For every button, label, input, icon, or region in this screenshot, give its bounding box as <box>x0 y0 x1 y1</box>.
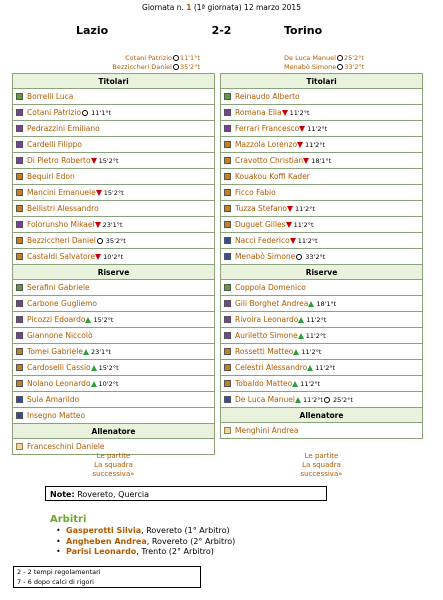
player-cell <box>13 105 215 121</box>
sub-out-icon <box>297 142 303 148</box>
player-name[interactable]: Bezziccheri Daniel <box>27 236 96 245</box>
table-row <box>13 360 215 376</box>
event-time: 11'2°t <box>307 125 328 133</box>
role-c-icon <box>16 189 23 196</box>
goal-icon <box>82 110 88 116</box>
list-item <box>66 526 235 537</box>
sub-in-icon <box>85 317 91 323</box>
role-c-icon <box>16 173 23 180</box>
table-row <box>13 296 215 312</box>
section-row <box>13 265 215 280</box>
role-c-icon <box>16 205 23 212</box>
goal-icon <box>337 55 343 61</box>
role-d-icon <box>16 221 23 228</box>
home-matches-link[interactable]: Le partite <box>96 452 131 460</box>
event-time: 18'1°t <box>316 300 337 308</box>
table-row <box>221 201 423 217</box>
event-time: 15'2°t <box>103 189 124 197</box>
away-next-link[interactable]: successiva» <box>300 470 343 478</box>
player-name[interactable]: Cardoselli Cassio <box>27 363 91 372</box>
sub-in-icon <box>307 365 313 371</box>
role-c-icon <box>224 364 231 371</box>
role-c-icon <box>16 380 23 387</box>
player-name[interactable]: Sula Amarildo <box>27 395 80 404</box>
section-titolari: Titolari <box>13 74 215 89</box>
player-cell <box>13 201 215 217</box>
list-item <box>66 547 235 558</box>
scorer-name[interactable]: De Luca Manuel <box>284 54 336 62</box>
role-c-icon <box>16 237 23 244</box>
section-row <box>221 408 423 423</box>
referee-detail: , Rovereto (1° Arbitro) <box>141 526 230 535</box>
player-name[interactable]: Mancini Emanuele <box>27 188 96 197</box>
table-row <box>13 312 215 328</box>
player-cell <box>13 328 215 344</box>
event-time: 11'2°t <box>294 205 315 213</box>
role-a-icon <box>224 253 231 260</box>
player-name[interactable]: Nacci Federico <box>235 236 290 245</box>
player-cell <box>221 280 423 296</box>
scorer-time: 25'2°t <box>343 54 364 62</box>
table-row <box>13 169 215 185</box>
event-time: 15'2°t <box>98 364 119 372</box>
player-name[interactable]: Pedrazzini Emiliano <box>27 124 100 133</box>
player-name[interactable]: Franceschini Daniele <box>27 442 105 451</box>
player-cell <box>221 249 423 265</box>
table-row <box>221 280 423 296</box>
table-row <box>13 408 215 424</box>
role-d-icon <box>16 157 23 164</box>
scorer-line <box>284 54 434 63</box>
table-row <box>13 105 215 121</box>
player-name[interactable]: Folorunsho Mikael <box>27 220 95 229</box>
player-name[interactable]: Kouakou Koffi Kader <box>235 172 310 181</box>
player-cell <box>13 137 215 153</box>
table-row <box>221 392 423 408</box>
event-time: 23'1°t <box>102 221 123 229</box>
away-team-name[interactable]: Torino <box>284 24 323 37</box>
event-time: 11'2°t <box>293 221 314 229</box>
player-name[interactable]: Tomei Gabriele <box>27 347 83 356</box>
table-row <box>221 328 423 344</box>
table-row <box>221 233 423 249</box>
player-name[interactable]: Cravotto Christian <box>235 156 304 165</box>
sub-out-icon <box>95 222 101 228</box>
role-d-icon <box>16 109 23 116</box>
goal-icon <box>97 238 103 244</box>
player-name[interactable]: Insegno Matteo <box>27 411 86 420</box>
note-label: Note: <box>50 490 75 499</box>
legend-line-2: 7 - 6 dopo calci di rigori <box>17 578 94 586</box>
goal-icon <box>324 397 330 403</box>
sub-out-icon <box>282 110 288 116</box>
event-time: 15'2°t <box>93 316 114 324</box>
note-text: Rovereto, Quercia <box>77 490 150 499</box>
sub-in-icon <box>292 381 298 387</box>
player-name[interactable]: Reinaudo Alberto <box>235 92 300 101</box>
player-cell <box>13 280 215 296</box>
goal-icon <box>337 64 343 70</box>
player-name[interactable]: Bequiri Edon <box>27 172 75 181</box>
scorer-time: 35'2°t <box>180 63 200 71</box>
role-p-icon <box>16 93 23 100</box>
player-name[interactable]: Mazzola Lorenzo <box>235 140 298 149</box>
player-name[interactable]: Gili Borghet Andrea <box>235 299 309 308</box>
player-cell <box>221 105 423 121</box>
player-cell <box>221 312 423 328</box>
away-scorers <box>284 54 434 72</box>
player-cell <box>13 408 215 424</box>
sub-in-icon <box>91 381 97 387</box>
player-cell <box>13 296 215 312</box>
table-row <box>13 153 215 169</box>
player-name[interactable]: Menghini Andrea <box>235 426 299 435</box>
event-time: 10'2°t <box>103 253 124 261</box>
role-a-icon <box>16 412 23 419</box>
referee-detail: , Trento (2° Arbitro) <box>136 547 214 556</box>
scorer-line <box>284 63 434 72</box>
player-cell <box>221 137 423 153</box>
player-cell <box>13 392 215 408</box>
event-time: 11'2°t <box>306 316 327 324</box>
event-time: 23'1°t <box>90 348 111 356</box>
player-cell <box>221 344 423 360</box>
player-name[interactable]: Duguet Gilles <box>235 220 286 229</box>
role-m-icon <box>16 443 23 450</box>
player-cell <box>221 121 423 137</box>
sub-out-icon <box>299 126 305 132</box>
role-c-icon <box>224 173 231 180</box>
player-name[interactable]: Giannone Niccolò <box>27 331 93 340</box>
sub-in-icon <box>295 397 301 403</box>
event-time: 15'2°t <box>98 157 119 165</box>
table-row <box>13 201 215 217</box>
player-name[interactable]: Tobaldo Matteo <box>235 379 293 388</box>
home-team-name[interactable]: Lazio <box>76 24 109 37</box>
table-row <box>221 376 423 392</box>
arbitri-title: Arbitri <box>50 514 87 525</box>
role-c-icon <box>224 205 231 212</box>
player-name[interactable]: Ficco Fabio <box>235 188 276 197</box>
table-row <box>13 249 215 265</box>
role-d-icon <box>224 332 231 339</box>
player-name[interactable]: Cotani Patrizio <box>27 108 82 117</box>
table-row <box>221 105 423 121</box>
role-d-icon <box>16 141 23 148</box>
player-cell <box>221 217 423 233</box>
player-name[interactable]: Bellistri Alessandro <box>27 204 99 213</box>
round-link[interactable]: 1 <box>186 3 192 12</box>
role-p-icon <box>16 284 23 291</box>
event-time: 25'2°t <box>332 396 353 404</box>
role-c-icon <box>224 221 231 228</box>
scorer-name[interactable]: Menabò Simone <box>284 63 337 71</box>
player-cell <box>221 423 423 439</box>
table-row <box>221 169 423 185</box>
sub-out-icon <box>286 222 292 228</box>
player-cell <box>221 392 423 408</box>
sub-in-icon <box>83 349 89 355</box>
role-p-icon <box>224 284 231 291</box>
table-row <box>221 121 423 137</box>
player-name[interactable]: Celestri Alessandro <box>235 363 308 372</box>
table-row <box>221 360 423 376</box>
role-c-icon <box>16 364 23 371</box>
section-row <box>13 74 215 89</box>
referee-name[interactable]: Parisi Leonardo <box>66 547 137 556</box>
table-row <box>221 249 423 265</box>
section-allenatore: Allenatore <box>221 408 423 423</box>
player-cell <box>13 249 215 265</box>
scorer-line <box>40 63 200 72</box>
role-c-icon <box>224 189 231 196</box>
scorer-name[interactable]: Cotani Patrizio <box>125 54 172 62</box>
role-c-icon <box>16 348 23 355</box>
player-cell <box>13 312 215 328</box>
role-c-icon <box>224 380 231 387</box>
player-cell <box>221 328 423 344</box>
role-d-icon <box>16 332 23 339</box>
section-allenatore: Allenatore <box>13 424 215 439</box>
player-name[interactable]: Di Pietro Roberto <box>27 156 91 165</box>
player-cell <box>13 233 215 249</box>
event-time: 33'2°t <box>305 253 326 261</box>
event-time: 11'2°t <box>297 237 318 245</box>
note-box <box>45 486 327 501</box>
table-row <box>221 153 423 169</box>
event-time: 11'2°t <box>305 141 326 149</box>
sub-out-icon <box>287 206 293 212</box>
role-d-icon <box>224 316 231 323</box>
home-scorers <box>40 54 200 72</box>
player-cell <box>13 217 215 233</box>
sub-out-icon <box>95 254 101 260</box>
scorer-name[interactable]: Bezziccheri Daniel <box>112 63 172 71</box>
table-row <box>13 185 215 201</box>
referee-name[interactable]: Gasperotti Silvia <box>66 526 142 535</box>
player-cell <box>13 360 215 376</box>
player-cell <box>221 169 423 185</box>
table-row <box>221 423 423 439</box>
role-d-icon <box>16 300 23 307</box>
player-name[interactable]: Nolano Leonardo <box>27 379 91 388</box>
event-time: 10'2°t <box>98 380 119 388</box>
table-row <box>13 280 215 296</box>
event-time: 11'2°t <box>301 348 322 356</box>
player-cell <box>221 185 423 201</box>
role-m-icon <box>224 427 231 434</box>
table-row <box>221 137 423 153</box>
table-row <box>221 344 423 360</box>
scorer-time: 11'1°t <box>180 54 200 62</box>
section-row <box>221 265 423 280</box>
sub-out-icon <box>290 238 296 244</box>
role-p-icon <box>224 93 231 100</box>
away-links <box>220 452 423 479</box>
sub-in-icon <box>91 365 97 371</box>
sub-out-icon <box>303 158 309 164</box>
player-cell <box>13 169 215 185</box>
home-team-link[interactable]: La squadra <box>94 461 133 469</box>
away-lineup <box>220 73 423 439</box>
player-cell <box>221 89 423 105</box>
player-cell <box>221 296 423 312</box>
event-time: 11'2°t <box>289 109 310 117</box>
role-a-icon <box>224 237 231 244</box>
table-row <box>221 296 423 312</box>
player-cell <box>13 376 215 392</box>
event-time: 35'2°t <box>105 237 126 245</box>
player-name[interactable]: Tuzza Stefano <box>235 204 287 213</box>
player-name[interactable]: Menabò Simone <box>235 252 296 261</box>
table-row <box>221 89 423 105</box>
scorer-line <box>40 54 200 63</box>
referee-name[interactable]: Angheben Andrea <box>66 536 147 546</box>
table-row <box>13 344 215 360</box>
event-time: 11'2°t <box>305 332 326 340</box>
section-row <box>221 74 423 89</box>
match-score: 2-2 <box>211 24 232 37</box>
home-next-link[interactable]: successiva» <box>92 470 135 478</box>
home-links <box>12 452 215 479</box>
scorer-time: 33'2°t <box>344 63 365 71</box>
sub-in-icon <box>293 349 299 355</box>
player-cell <box>221 233 423 249</box>
player-name[interactable]: Rivoira Leonardo <box>235 315 299 324</box>
list-item <box>66 537 235 548</box>
player-cell <box>13 344 215 360</box>
role-a-icon <box>224 396 231 403</box>
role-c-icon <box>224 141 231 148</box>
table-row <box>13 376 215 392</box>
sub-in-icon <box>308 301 314 307</box>
player-name[interactable]: Auriletto Simone <box>235 331 298 340</box>
table-row <box>13 392 215 408</box>
player-cell <box>221 153 423 169</box>
player-name[interactable]: Coppola Domenico <box>235 283 306 292</box>
home-lineup <box>12 73 215 455</box>
player-name[interactable]: Rossetti Matteo <box>235 347 294 356</box>
table-row <box>221 217 423 233</box>
sub-out-icon <box>96 190 102 196</box>
role-d-icon <box>16 316 23 323</box>
player-name[interactable]: Borrelli Luca <box>27 92 74 101</box>
section-titolari: Titolari <box>221 74 423 89</box>
table-row <box>13 328 215 344</box>
section-riserve: Riserve <box>13 265 215 280</box>
player-name[interactable]: Ferrari Francesco <box>235 124 300 133</box>
sub-in-icon <box>298 333 304 339</box>
away-team-link[interactable]: La squadra <box>302 461 341 469</box>
player-cell <box>13 185 215 201</box>
section-riserve: Riserve <box>221 265 423 280</box>
player-name[interactable]: Castaldi Salvatore <box>27 252 96 261</box>
sub-out-icon <box>91 158 97 164</box>
event-time: 11'2°t <box>300 380 321 388</box>
player-name[interactable]: Serafini Gabriele <box>27 283 90 292</box>
sub-in-icon <box>298 317 304 323</box>
table-row <box>221 312 423 328</box>
player-name[interactable]: De Luca Manuel <box>235 395 295 404</box>
event-time: 11'2°t <box>302 396 323 404</box>
goal-icon <box>173 55 179 61</box>
table-row <box>13 217 215 233</box>
role-d-icon <box>224 300 231 307</box>
event-time: 11'1°t <box>91 109 112 117</box>
player-cell <box>221 201 423 217</box>
role-d-icon <box>16 125 23 132</box>
table-row <box>13 89 215 105</box>
goal-icon <box>296 254 302 260</box>
role-c-icon <box>16 253 23 260</box>
legend-line-1: 2 - 2 tempi regolamentari <box>17 568 101 576</box>
player-name[interactable]: Cardelli Filippo <box>27 140 82 149</box>
role-d-icon <box>224 125 231 132</box>
table-row <box>13 121 215 137</box>
legend-box <box>13 566 201 588</box>
player-cell <box>221 360 423 376</box>
player-cell <box>221 376 423 392</box>
section-row <box>13 424 215 439</box>
player-name[interactable]: Romana Elia <box>235 108 282 117</box>
player-cell <box>13 121 215 137</box>
goal-icon <box>173 64 179 70</box>
table-row <box>13 233 215 249</box>
player-name[interactable]: Carbone Gugliemo <box>27 299 98 308</box>
event-time: 18'1°t <box>311 157 332 165</box>
table-row <box>13 137 215 153</box>
arbitri-list <box>66 526 235 558</box>
role-c-icon <box>224 157 231 164</box>
player-name[interactable]: Picozzi Edoardo <box>27 315 86 324</box>
match-header: Giornata n. 1 (1ª giornata) 12 marzo 2015 <box>142 3 301 12</box>
role-c-icon <box>224 348 231 355</box>
role-a-icon <box>16 396 23 403</box>
player-cell <box>13 89 215 105</box>
role-d-icon <box>224 109 231 116</box>
player-cell <box>13 153 215 169</box>
referee-detail: , Rovereto (2° Arbitro) <box>146 536 236 546</box>
event-time: 11'2°t <box>315 364 336 372</box>
table-row <box>221 185 423 201</box>
away-matches-link[interactable]: Le partite <box>304 452 339 460</box>
